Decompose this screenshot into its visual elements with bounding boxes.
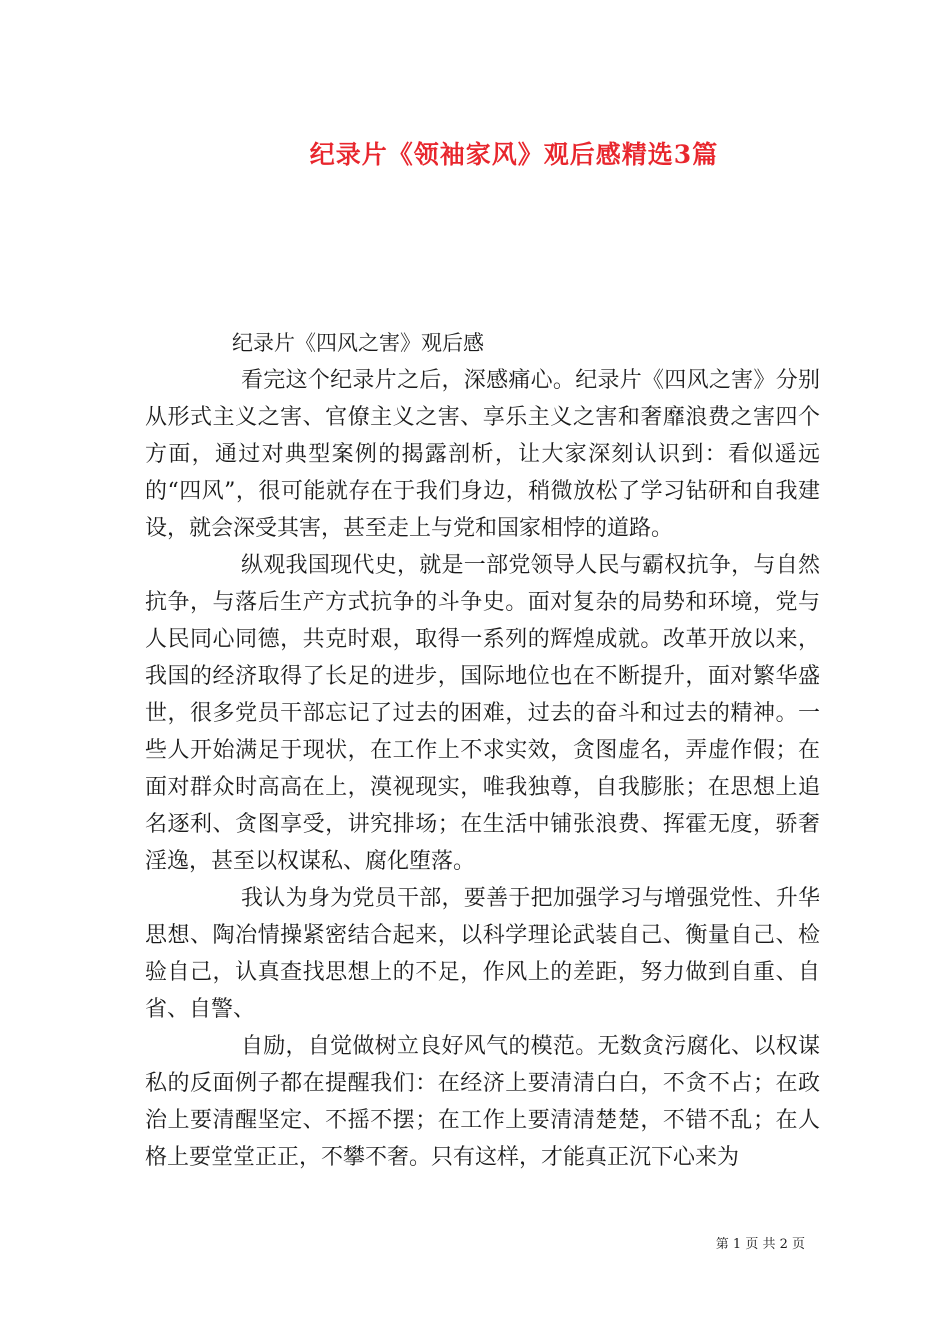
paragraph-4: 自励，自觉做树立良好风气的模范。无数贪污腐化、以权谋私的反面例子都在提醒我们：在经济上要清清白白，不贪不占；在政治上要清醒坚定、不摇不摆；在工作上要清清楚楚，不错不乱；在人格上要堂堂正正，不攀不奢。只有这样，才能真正沉下心来为 xyxy=(145,1034,820,1170)
page-footer: 第 1 页 共 2 页 xyxy=(715,1237,805,1252)
paragraph-1: 看完这个纪录片之后，深感痛心。纪录片《四风之害》分别从形式主义之害、官僚主义之害、享乐主义之害和奢靡浪费之害四个方面，通过对典型案例的揭露剖析，让大家深刻认识到：看似遥远的“四风”，很可能就存在于我们身边，稍微放松了学习钻研和自我建设，就会深受其害，甚至走上与党和国家相悖的道路。 xyxy=(145,368,820,541)
paragraph-3: 我认为身为党员干部，要善于把加强学习与增强党性、升华思想、陶冶情操紧密结合起来，以科学理论武装自己、衡量自己、检验自己，认真查找思想上的不足，作风上的差距，努力做到自重、自省、自警、 xyxy=(145,886,820,1022)
section-title: 纪录片《四风之害》观后感 xyxy=(232,331,484,355)
body-text xyxy=(145,362,820,1176)
page-title: 纪录片《领袖家风》观后感精选3篇 xyxy=(309,140,719,169)
paragraph-2: 纵观我国现代史，就是一部党领导人民与霸权抗争，与自然抗争，与落后生产方式抗争的斗争史。面对复杂的局势和环境，党与人民同心同德，共克时艰，取得一系列的辉煌成就。改革开放以来，我国的经济取得了长足的进步，国际地位也在不断提升，面对繁华盛世，很多党员干部忘记了过去的困难，过去的奋斗和过去的精神。一些人开始满足于现状，在工作上不求实效，贪图虚名，弄虚作假；在面对群众时高高在上，漠视现实，唯我独尊，自我膨胀；在思想上追名逐利、贪图享受，讲究排场；在生活中铺张浪费、挥霍无度，骄奢淫逸，甚至以权谋私、腐化堕落。 xyxy=(145,553,820,874)
